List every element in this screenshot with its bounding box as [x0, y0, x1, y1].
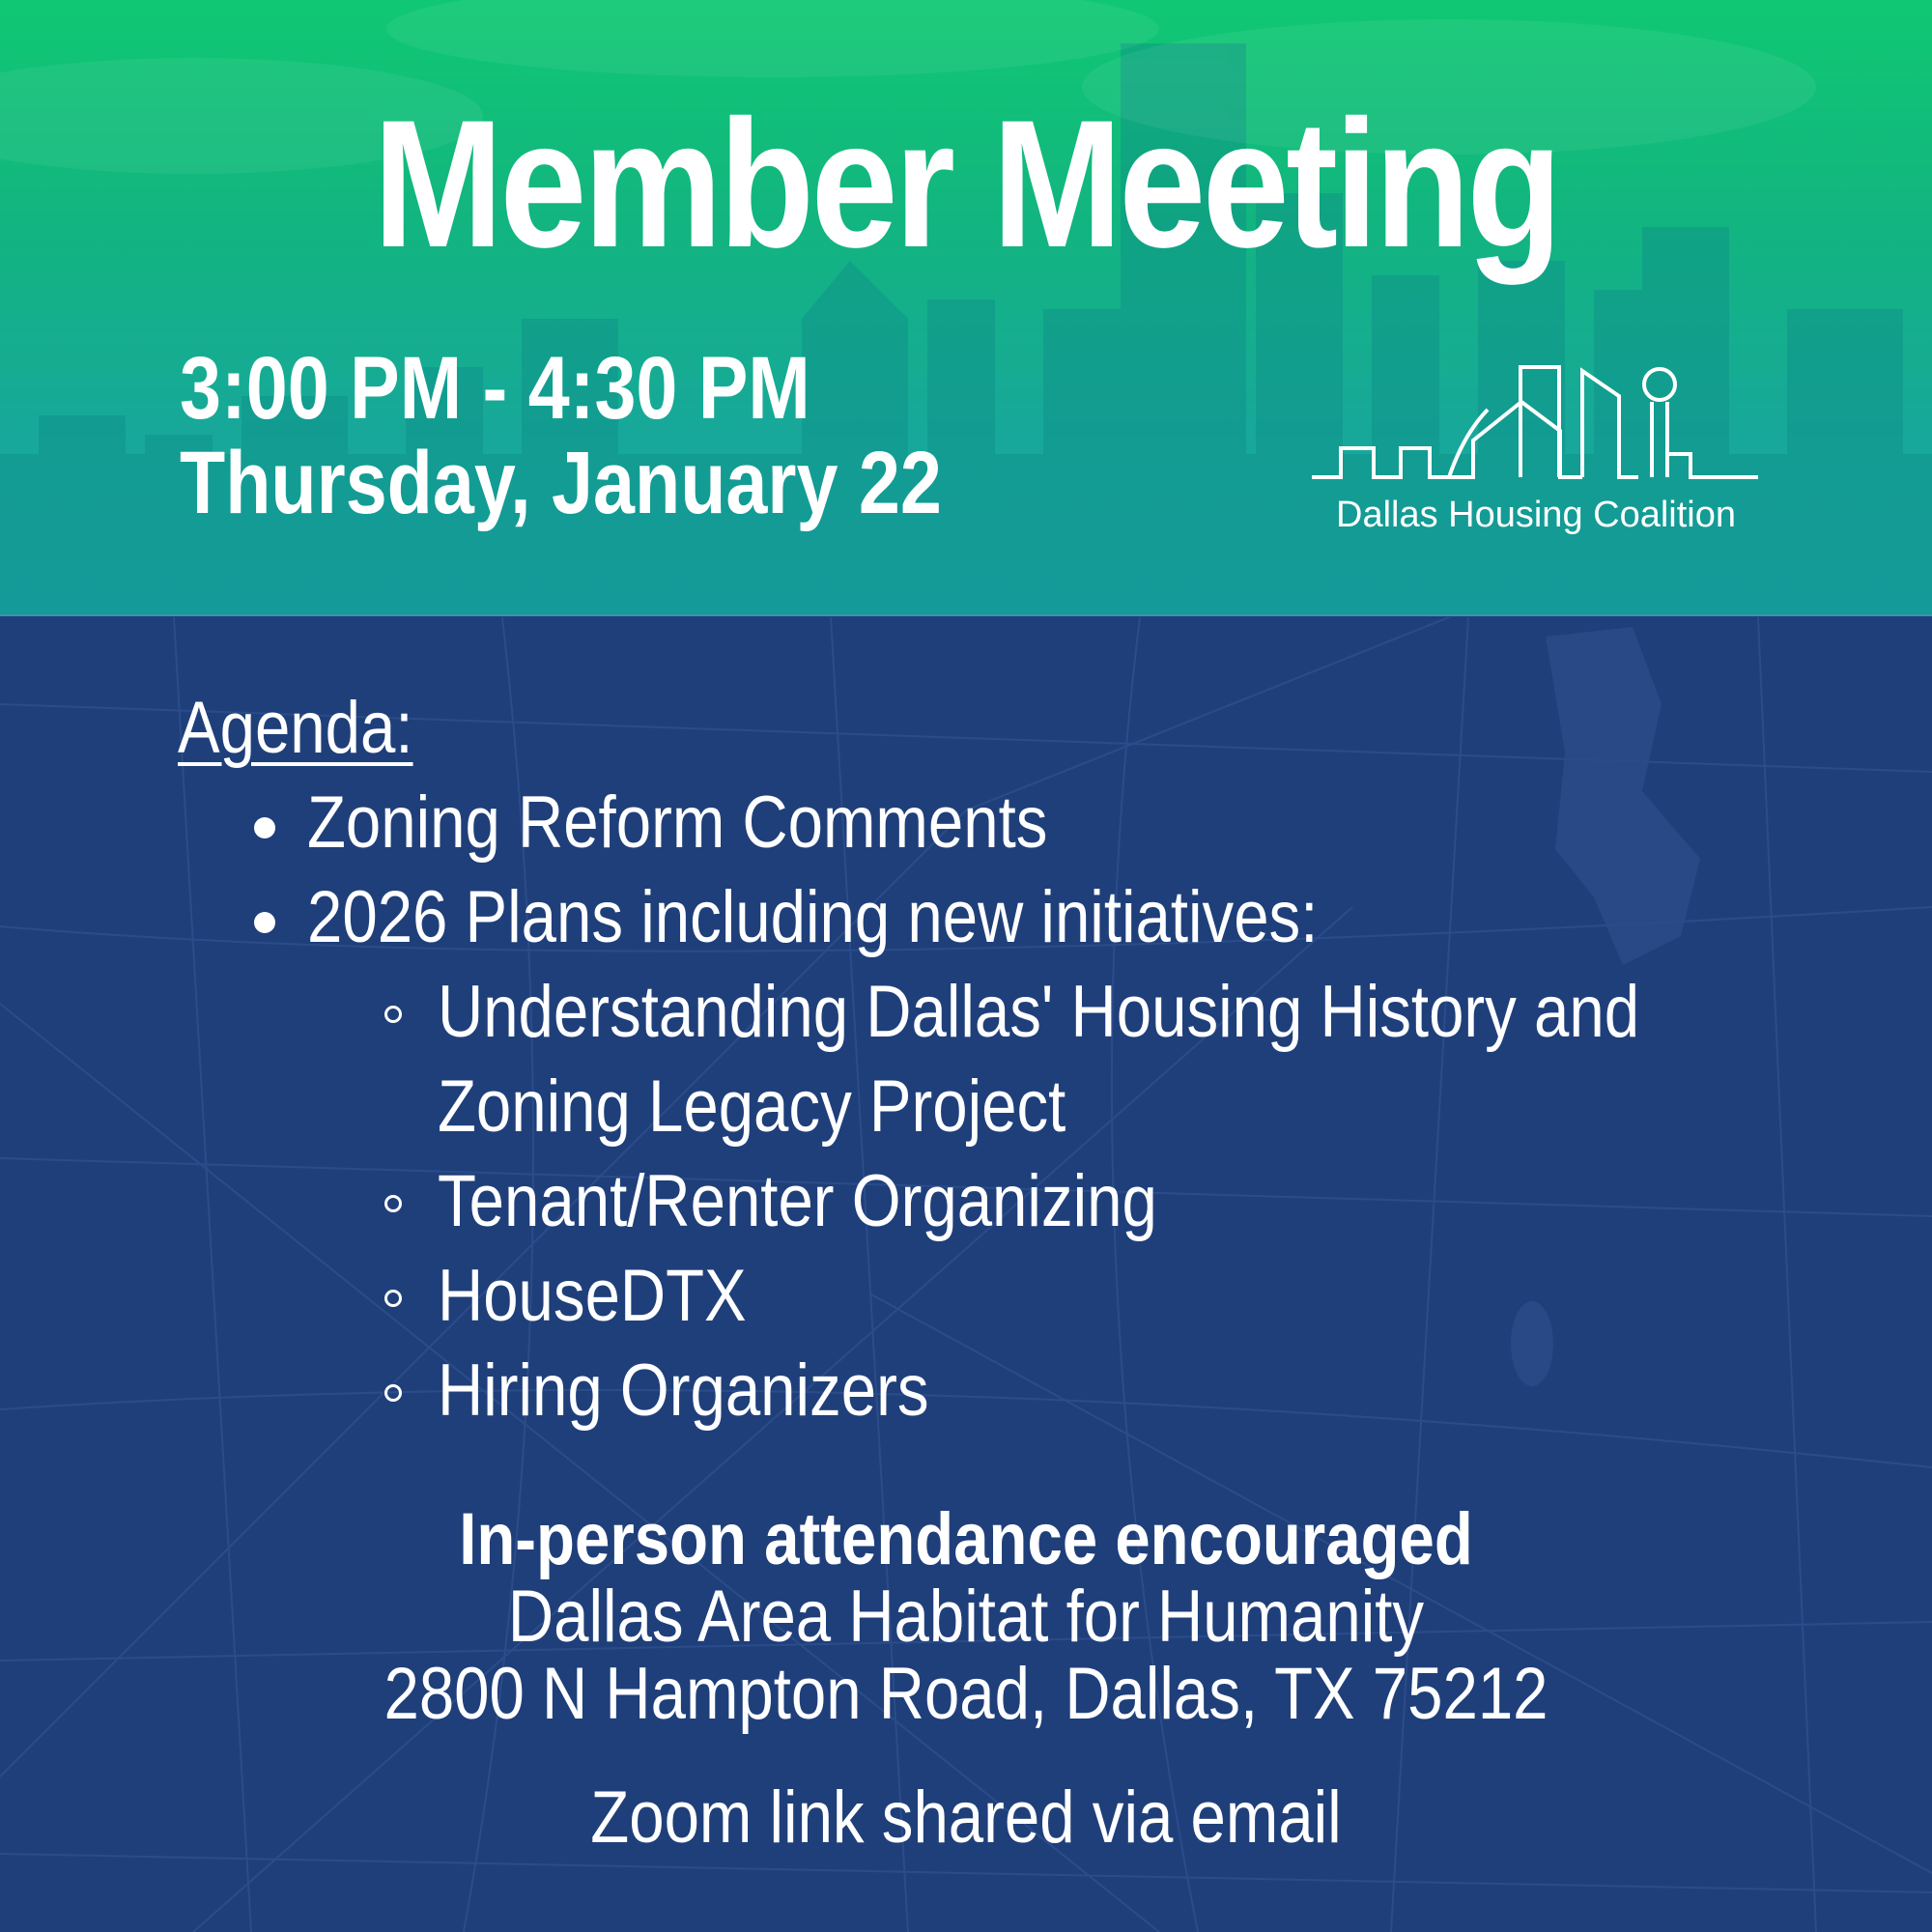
agenda-item-2026-plans: 2026 Plans including new initiatives:	[307, 876, 1319, 958]
sub-bullet-circle	[384, 1384, 402, 1402]
header-divider	[0, 614, 1932, 616]
subitem-tenant-organizing: Tenant/Renter Organizing	[438, 1160, 1157, 1242]
subitem-housing-history-line2: Zoning Legacy Project	[438, 1065, 1066, 1148]
page-title: Member Meeting	[373, 82, 1559, 285]
subitem-hiring-organizers: Hiring Organizers	[438, 1350, 929, 1432]
bullet-dot	[254, 912, 275, 933]
sub-bullet-circle	[384, 1195, 402, 1212]
sub-bullet-circle	[384, 1006, 402, 1023]
sub-bullet-circle	[384, 1290, 402, 1307]
subitem-housing-history-line1: Understanding Dallas' Housing History and	[438, 971, 1640, 1053]
subitem-housedtx: HouseDTX	[438, 1255, 747, 1337]
agenda-label: Agenda:	[178, 687, 413, 769]
bullet-dot	[254, 817, 275, 838]
org-name: Dallas Housing Coalition	[1336, 495, 1736, 535]
venue-address: 2800 N Hampton Road, Dallas, TX 75212	[384, 1653, 1548, 1735]
agenda-item-zoning-reform: Zoning Reform Comments	[307, 781, 1048, 864]
meeting-time: 3:00 PM - 4:30 PM	[180, 339, 810, 438]
attendance-headline: In-person attendance encouraged	[459, 1498, 1473, 1580]
zoom-note: Zoom link shared via email	[590, 1776, 1342, 1859]
meeting-date: Thursday, January 22	[180, 434, 942, 532]
venue-name: Dallas Area Habitat for Humanity	[507, 1576, 1425, 1658]
